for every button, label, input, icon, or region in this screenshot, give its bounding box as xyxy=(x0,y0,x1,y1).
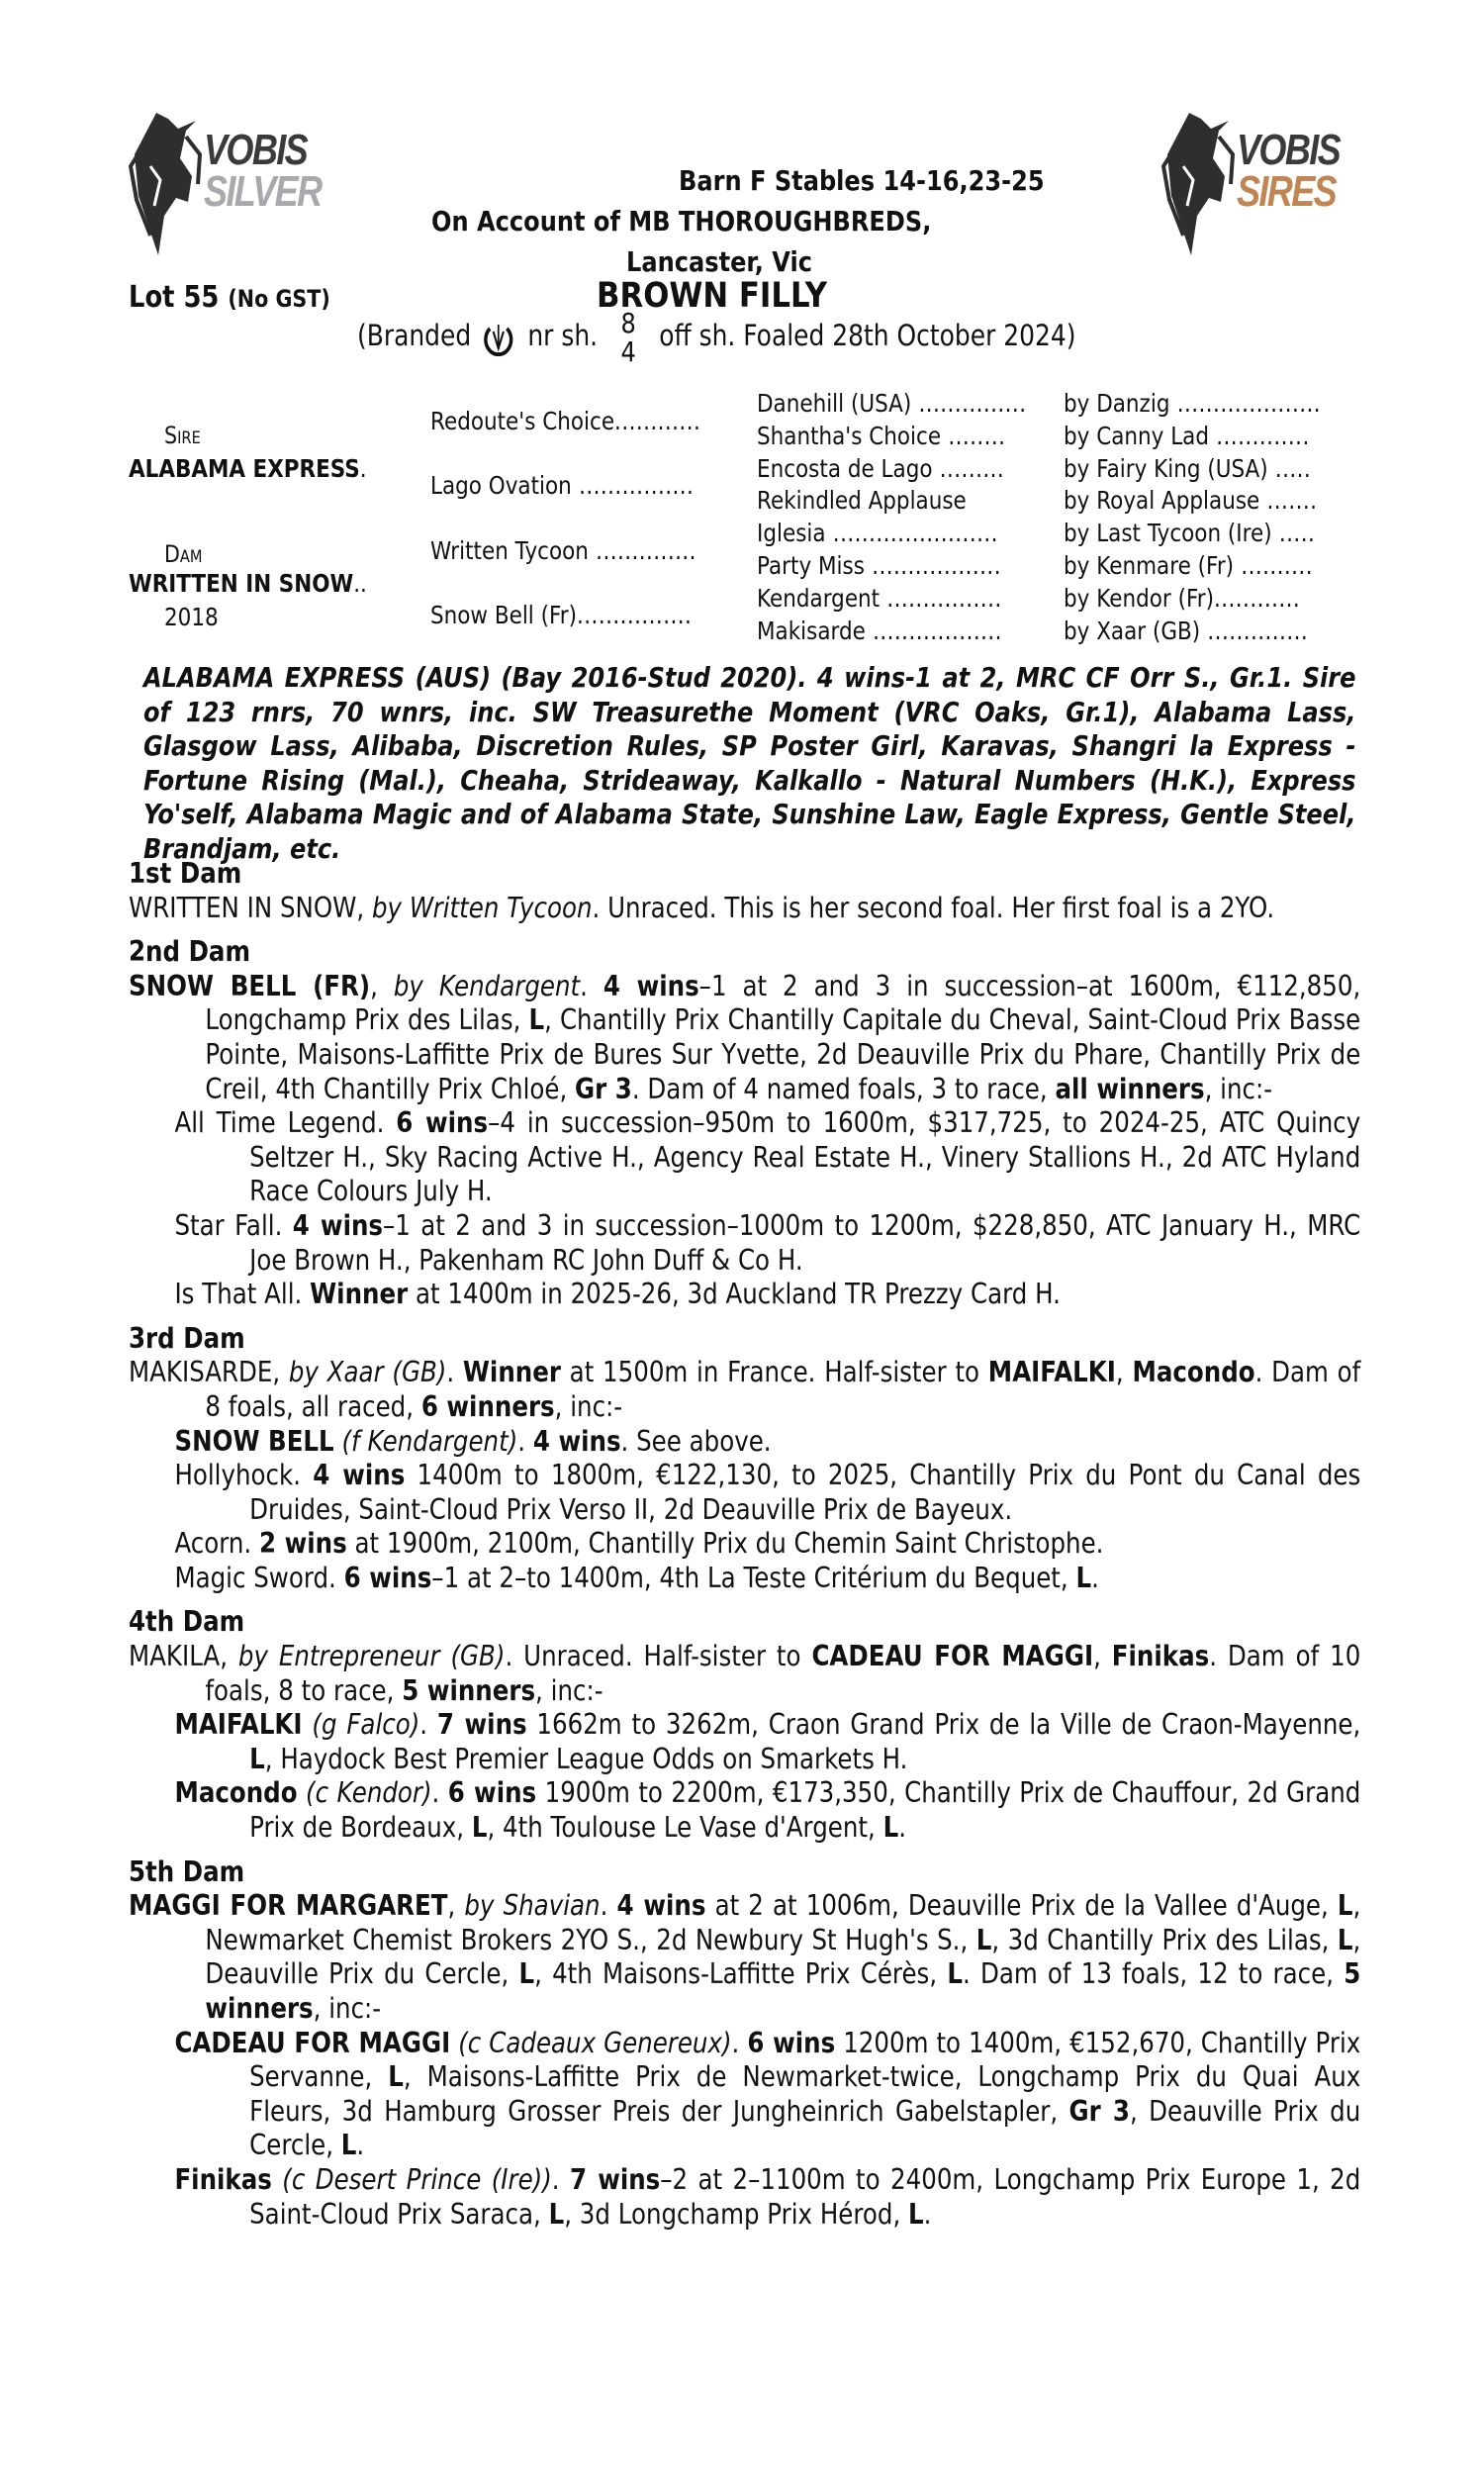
leader-dots: .................. xyxy=(864,551,1001,580)
bold-text: 5 winners xyxy=(402,1673,536,1707)
bold-text: L xyxy=(548,2197,565,2231)
progeny-entry xyxy=(129,1776,1360,1845)
italic-text: by Xaar (GB) xyxy=(288,1356,447,1389)
brand-off-top: 8 xyxy=(620,307,636,339)
sire-summary: ALABAMA EXPRESS (AUS) (Bay 2016-Stud 2020). 4 wins-1 at 2, MRC CF Orr S., Gr.1. Sire of 123 rnrs, 70 wnrs, inc. SW Treasurethe Moment (VRC Oaks, Gr.1), Alabama Lass, Glasgow Lass, Alibaba, Discretion Rules, SP Poster Girl, Karavas, Shangri la Express - Fortune Rising (Mal.), Cheaha, Strideaway, Kalkallo - Natural Numbers (H.K.), Express Yo'self, Alabama Magic and of Alabama State, Sunshine Law, Eagle Express, Gentle Steel, Brandjam, etc. xyxy=(143,661,1356,865)
text: Star Fall. xyxy=(174,1208,293,1242)
text: 1662m to 3262m, Craon Grand Prix de la Ville de Craon-Mayenne, xyxy=(526,1708,1361,1742)
sire-dots: . xyxy=(359,454,367,483)
text: . See above. xyxy=(620,1424,772,1458)
bold-text: Winner xyxy=(462,1356,561,1389)
text: , inc:- xyxy=(313,1992,382,2025)
bold-text: 5 winners xyxy=(205,1957,1361,2025)
progeny-entry xyxy=(129,1209,1360,1278)
text: at 1500m in France. Half-sister to xyxy=(560,1356,988,1389)
text: –2 at 2–1100m to 2400m, Longchamp Prix Europe 1, 2d Saint-Cloud Prix Saraca, xyxy=(249,2162,1361,2231)
bold-text: 4 wins xyxy=(603,969,699,1002)
italic-text: (g Falco) xyxy=(312,1708,420,1742)
female-family xyxy=(129,857,1360,2232)
dam-entry xyxy=(129,1889,1360,2026)
text: , xyxy=(1115,1356,1133,1389)
text xyxy=(334,1425,342,1458)
brand-off-side-numbers xyxy=(620,309,635,366)
text: , Deauville Prix du Cercle, xyxy=(205,1923,1361,1991)
bold-text: Gr 3 xyxy=(1068,2094,1130,2128)
bold-text: MAIFALKI xyxy=(174,1708,303,1742)
text: , xyxy=(447,1889,465,1923)
text: . xyxy=(356,2129,365,2162)
italic-text: by Kendargent xyxy=(393,969,581,1002)
text: Is That All. xyxy=(174,1278,311,1311)
gst-note: (No GST) xyxy=(228,285,330,313)
leader-dots: ............. xyxy=(1209,421,1310,450)
text: . xyxy=(431,1776,448,1810)
jockey-horse-emblem-icon xyxy=(1159,107,1239,265)
text: , Maisons-Laffitte Prix de Newmarket-twice, Longchamp Prix du Quai Aux Fleurs, 3d Hamburg Grosser Preis der Jungheinrich Gabelstapler, xyxy=(249,2060,1361,2128)
pedigree-gen2-entry xyxy=(430,535,696,567)
bold-text: Macondo xyxy=(174,1776,298,1810)
sire-name-text: ALABAMA EXPRESS xyxy=(129,454,360,483)
leader-dots: .............. xyxy=(1200,616,1309,645)
leader-dots: .................. xyxy=(865,616,1002,645)
text: , inc:- xyxy=(554,1389,623,1423)
text: , Haydock Best Premier League Odds on Smarkets H. xyxy=(264,1742,908,1775)
bold-text: 6 wins xyxy=(343,1561,432,1594)
logo-left-line2: SILVER xyxy=(204,167,322,216)
gen2-name: Lago Ovation xyxy=(430,471,572,500)
bold-text: 6 wins xyxy=(396,1106,489,1140)
leader-dots: ........ xyxy=(941,421,1006,450)
dam-entry xyxy=(129,892,1360,926)
bold-text: 4 wins xyxy=(313,1459,406,1492)
bold-text: SNOW BELL xyxy=(174,1424,334,1458)
bold-text: all winners xyxy=(1055,1072,1205,1105)
gen2-name: Redoute's Choice xyxy=(430,407,615,435)
gen3-name: Rekindled Applause xyxy=(757,486,967,516)
text: Acorn. xyxy=(174,1527,260,1561)
brand-off-bottom: 4 xyxy=(620,335,636,368)
text xyxy=(303,1708,313,1741)
gen3-name: Makisarde xyxy=(757,616,866,645)
bold-text: 6 winners xyxy=(420,1389,555,1423)
bold-text: L xyxy=(518,1957,535,1991)
text: , 3d Chantilly Prix des Lilas, xyxy=(991,1923,1338,1956)
bold-text: 4 wins xyxy=(292,1208,384,1242)
gen3-sire-name: by Royal Applause xyxy=(1064,486,1260,516)
bold-text: 7 wins xyxy=(570,2162,661,2196)
bold-text: L xyxy=(1337,1923,1353,1956)
leader-dots: ............... xyxy=(911,389,1027,418)
bold-text: 7 wins xyxy=(436,1708,527,1742)
pedigree-gen2-entry xyxy=(430,600,692,631)
lot-label: Lot 55 xyxy=(129,280,220,315)
pedigree-gen3-entry xyxy=(757,485,967,517)
brand-suffix-foaled: off sh. Foaled 28th October 2024) xyxy=(659,319,1076,352)
bold-text: MAIFALKI xyxy=(987,1356,1116,1389)
bold-text: 6 wins xyxy=(747,2026,836,2059)
gen3-sire-name: by Canny Lad xyxy=(1064,421,1210,450)
leader-dots: ..... xyxy=(1267,453,1312,483)
pedigree-gen3-entry xyxy=(757,421,1005,452)
brand-near-side: nr sh. xyxy=(527,319,599,352)
pedigree-gen3-sire xyxy=(1064,421,1310,452)
bold-text: Macondo xyxy=(1132,1356,1255,1389)
leader-dots: ............ xyxy=(614,407,701,435)
v-in-circle-brand-icon xyxy=(483,323,516,362)
section-heading: 5th Dam xyxy=(129,1855,245,1888)
text: . Dam of 10 foals, 8 to race, xyxy=(205,1640,1361,1707)
text: , Newmarket Chemist Brokers 2YO S., 2d Newbury St Hugh's S., xyxy=(205,1889,1361,1956)
gen3-name: Iglesia xyxy=(757,519,826,548)
bold-text: 4 wins xyxy=(532,1424,621,1458)
text: . xyxy=(923,2197,932,2231)
vendor-location: Lancaster, Vic xyxy=(626,245,813,278)
section-heading: 4th Dam xyxy=(129,1605,245,1639)
text: at 2 at 1006m, Deauville Prix de la Vallee d'Auge, xyxy=(705,1889,1338,1923)
text: . xyxy=(731,2026,748,2059)
pedigree-gen3-sire xyxy=(1064,453,1311,485)
leader-dots: ............ xyxy=(1213,583,1301,613)
section-heading: 3rd Dam xyxy=(129,1321,245,1355)
section-heading: 2nd Dam xyxy=(129,935,251,969)
progeny-entry xyxy=(129,1527,1360,1562)
leader-dots: ................ xyxy=(577,601,693,629)
text: 1200m to 1400m, €152,670, Chantilly Prix Servanne, xyxy=(249,2026,1361,2094)
italic-text: (c Cadeaux Genereux) xyxy=(458,2026,732,2059)
bold-text: Winner xyxy=(310,1278,409,1311)
text: MAKILA, xyxy=(129,1640,238,1673)
dam-entry xyxy=(129,1640,1360,1708)
progeny-entry xyxy=(129,1278,1360,1312)
bold-text: Finikas xyxy=(1111,1640,1210,1673)
text: . xyxy=(600,1889,617,1923)
text: . xyxy=(517,1424,533,1458)
dam-entry xyxy=(129,1356,1360,1424)
brand-line xyxy=(357,307,1076,378)
lot-number xyxy=(129,280,330,315)
pedigree-gen2-entry xyxy=(430,470,694,502)
gen2-name: Snow Bell (Fr) xyxy=(430,601,578,629)
text: MAKISARDE, xyxy=(129,1356,289,1389)
progeny-entry xyxy=(129,1459,1360,1527)
dam-name-text: WRITTEN IN SNOW xyxy=(129,569,354,598)
text: . Dam of 13 foals, 12 to race, xyxy=(962,1957,1345,1991)
pedigree-gen3-sire xyxy=(1064,485,1317,517)
text: , xyxy=(1093,1640,1112,1673)
colour-sex-title: BROWN FILLY xyxy=(597,276,828,316)
bold-text: 2 wins xyxy=(259,1527,347,1561)
leader-dots: .......... xyxy=(1234,551,1313,580)
progeny-entry xyxy=(129,2027,1360,2163)
text: . xyxy=(580,969,603,1002)
text xyxy=(272,2163,282,2196)
gen3-sire-name: by Danzig xyxy=(1064,389,1170,418)
vendor-account: On Account of MB THOROUGHBREDS, xyxy=(431,205,932,238)
vobis-sires-logo xyxy=(1159,107,1372,265)
bold-text: 6 wins xyxy=(447,1776,537,1810)
gen3-sire-name: by Xaar (GB) xyxy=(1064,616,1201,645)
bold-text: Finikas xyxy=(174,2162,272,2196)
text: at 1900m, 2100m, Chantilly Prix du Chemin Saint Christophe. xyxy=(346,1527,1104,1561)
bold-text: L xyxy=(975,1923,992,1956)
dam-entry xyxy=(129,970,1360,1106)
text: , 4th Toulouse Le Vase d'Argent, xyxy=(487,1811,883,1845)
gen3-sire-name: by Kendor (Fr) xyxy=(1064,583,1214,613)
text: . xyxy=(1091,1561,1099,1594)
barn-location: Barn F Stables 14-16,23-25 xyxy=(679,164,1045,197)
gen3-name: Danehill (USA) xyxy=(757,389,912,418)
sire-name xyxy=(129,453,367,485)
gen3-name: Encosta de Lago xyxy=(757,453,933,483)
bold-text: 4 wins xyxy=(616,1889,706,1923)
bold-text: L xyxy=(249,1742,265,1775)
pedigree-gen3-entry xyxy=(757,616,1002,647)
gen3-name: Party Miss xyxy=(757,551,865,580)
text: , xyxy=(370,969,394,1002)
bold-text: L xyxy=(528,1003,545,1037)
text: . xyxy=(898,1811,906,1845)
progeny-entry xyxy=(129,1425,1360,1460)
pedigree-gen3-entry xyxy=(757,583,1002,615)
dam-dots: .. xyxy=(353,569,367,598)
bold-text: SNOW BELL (FR) xyxy=(129,969,371,1002)
text: . Unraced. This is her second foal. Her first foal is a 2YO. xyxy=(592,891,1275,924)
italic-text: (f Kendargent) xyxy=(341,1424,518,1458)
italic-text: by Written Tycoon xyxy=(371,891,593,924)
jockey-horse-emblem-icon xyxy=(127,107,206,265)
logo-right-line1: VOBIS xyxy=(1237,126,1341,174)
text: . Dam of 4 named foals, 3 to race, xyxy=(631,1072,1056,1105)
pedigree-gen3-sire xyxy=(1064,550,1313,582)
text: Magic Sword. xyxy=(174,1561,344,1594)
pedigree-gen3-sire xyxy=(1064,616,1308,647)
text: . Unraced. Half-sister to xyxy=(505,1640,812,1673)
gen3-sire-name: by Fairy King (USA) xyxy=(1064,453,1268,483)
pedigree-gen3-entry xyxy=(757,518,998,549)
logo-right-line2: SIRES xyxy=(1237,167,1337,216)
leader-dots: ......... xyxy=(932,453,1005,483)
text: –4 in succession–950m to 1600m, $317,725, to 2024-25, ATC Quincy Seltzer H., Sky Racing Active H., Agency Real Estate H., Vinery Stallions H., 2d ATC Hyland Race Colours July H. xyxy=(249,1106,1361,1208)
text xyxy=(298,1776,306,1809)
sire-label: Sire xyxy=(164,422,201,449)
text: . xyxy=(446,1356,463,1389)
progeny-entry xyxy=(129,1562,1360,1596)
bold-text: CADEAU FOR MAGGI xyxy=(174,2026,451,2059)
pedigree-gen3-sire xyxy=(1064,583,1300,615)
bold-text: L xyxy=(908,2197,924,2231)
text: –1 at 2 and 3 in succession–at 1600m, €112,850, Longchamp Prix des Lilas, xyxy=(205,969,1361,1037)
text: , inc:- xyxy=(1204,1072,1273,1105)
dam-foal-year: 2018 xyxy=(164,603,219,631)
text: Hollyhock. xyxy=(174,1459,314,1492)
text: , Chantilly Prix Chantilly Capitale du Cheval, Saint-Cloud Prix Basse Pointe, Maisons-Laffitte Prix de Bures Sur Yvette, 2d Deauville Prix du Phare, Chantilly Prix de Creil, 4th Chantilly Prix Chloé, xyxy=(205,1003,1361,1105)
text: –1 at 2 and 3 in succession–1000m to 1200m, $228,850, ATC January H., MRC Joe Brown H., Pakenham RC John Duff & Co H. xyxy=(249,1208,1361,1277)
text: at 1400m in 2025-26, 3d Auckland TR Prezzy Card H. xyxy=(408,1278,1061,1311)
text: . xyxy=(551,2162,571,2196)
bold-text: L xyxy=(1075,1561,1092,1594)
leader-dots: ....................... xyxy=(825,519,998,548)
gen3-sire-name: by Last Tycoon (Ire) xyxy=(1064,519,1272,548)
text: All Time Legend. xyxy=(174,1106,397,1140)
pedigree-gen3-entry xyxy=(757,550,1001,582)
progeny-entry xyxy=(129,2163,1360,2232)
italic-text: by Shavian xyxy=(464,1889,601,1923)
dam-label: Dam xyxy=(164,540,203,568)
text: 1400m to 1800m, €122,130, to 2025, Chantilly Prix du Pont du Canal des Druides, Saint-Cloud Prix Verso II, 2d Deauville Prix de Bayeux. xyxy=(249,1459,1361,1526)
italic-text: (c Desert Prince (Ire)) xyxy=(282,2162,552,2196)
italic-text: (c Kendor) xyxy=(306,1776,432,1810)
leader-dots: ....... xyxy=(1259,486,1318,516)
leader-dots: ................ xyxy=(880,583,1002,613)
progeny-entry xyxy=(129,1708,1360,1776)
text: WRITTEN IN SNOW, xyxy=(129,891,372,924)
bold-text: MAGGI FOR MARGARET xyxy=(129,1889,448,1923)
pedigree-gen3-sire xyxy=(1064,518,1315,549)
text: . Dam of 8 foals, all raced, xyxy=(205,1356,1361,1423)
leader-dots: ................ xyxy=(571,471,695,500)
dam-name xyxy=(129,568,367,600)
bold-text: Gr 3 xyxy=(575,1072,632,1105)
text: . xyxy=(419,1708,437,1742)
text: , Deauville Prix du Cercle, xyxy=(249,2094,1361,2162)
section-heading: 1st Dam xyxy=(129,857,242,890)
bold-text: L xyxy=(340,2129,357,2162)
text: , 4th Maisons-Laffitte Prix Cérès, xyxy=(534,1957,948,1991)
leader-dots: .............. xyxy=(588,536,696,565)
bold-text: L xyxy=(388,2060,404,2094)
pedigree-gen2-entry xyxy=(430,406,700,437)
text: , 3d Longchamp Prix Hérod, xyxy=(564,2197,909,2231)
bold-text: L xyxy=(882,1811,899,1845)
text: –1 at 2–to 1400m, 4th La Teste Critérium du Bequet, xyxy=(431,1561,1076,1594)
bold-text: L xyxy=(1337,1889,1353,1923)
gen3-sire-name: by Kenmare (Fr) xyxy=(1064,551,1235,580)
italic-text: by Entrepreneur (GB) xyxy=(237,1640,506,1673)
pedigree-gen3-entry xyxy=(757,453,1004,485)
pedigree-gen3-sire xyxy=(1064,388,1321,420)
vobis-silver-logo xyxy=(127,107,339,265)
bold-text: CADEAU FOR MAGGI xyxy=(811,1640,1094,1673)
leader-dots: ..... xyxy=(1271,519,1316,548)
logo-left-line1: VOBIS xyxy=(204,126,308,174)
progeny-entry xyxy=(129,1106,1360,1209)
text: , inc:- xyxy=(535,1673,603,1707)
bold-text: L xyxy=(947,1957,963,1991)
gen3-name: Kendargent xyxy=(757,583,881,613)
pedigree-gen3-entry xyxy=(757,388,1026,420)
gen3-name: Shantha's Choice xyxy=(757,421,942,450)
text: 1900m to 2200m, €173,350, Chantilly Prix de Chauffour, 2d Grand Prix de Bordeaux, xyxy=(249,1776,1361,1845)
bold-text: L xyxy=(471,1811,488,1845)
leader-dots: .................... xyxy=(1169,389,1322,418)
gen2-name: Written Tycoon xyxy=(430,536,589,565)
brand-prefix: (Branded xyxy=(357,319,472,352)
